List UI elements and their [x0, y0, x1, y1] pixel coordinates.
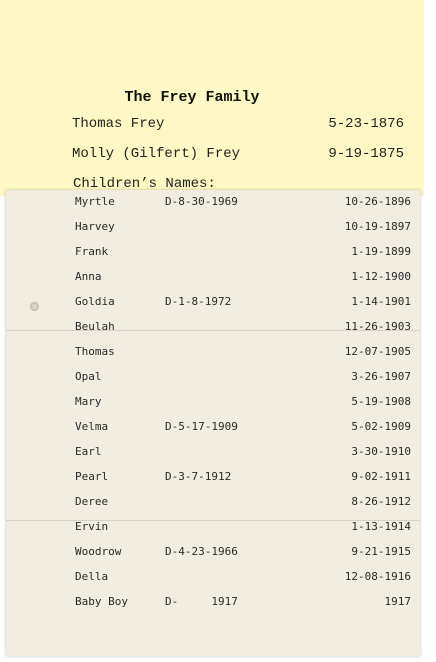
child-row — [75, 470, 411, 490]
child-name: Pearl — [75, 470, 109, 483]
child-row — [75, 370, 411, 390]
child-death-date: D-1-8-1972 — [165, 295, 232, 308]
child-name: Opal — [75, 370, 102, 383]
child-row — [75, 245, 411, 265]
child-row — [75, 320, 411, 340]
child-name: Ervin — [75, 520, 109, 533]
child-birth-date: 1-12-1900 — [351, 270, 411, 283]
child-name: Thomas — [75, 345, 115, 358]
child-row — [75, 345, 411, 365]
child-row — [75, 220, 411, 240]
child-name: Harvey — [75, 220, 115, 233]
child-row — [75, 420, 411, 440]
child-birth-date: 9-21-1915 — [351, 545, 411, 558]
child-death-date: D-8-30-1969 — [165, 195, 238, 208]
child-birth-date: 5-19-1908 — [351, 395, 411, 408]
child-birth-date: 12-08-1916 — [344, 570, 411, 583]
child-birth-date: 1917 — [384, 595, 411, 608]
child-row — [75, 445, 411, 465]
child-name: Baby Boy — [75, 595, 128, 608]
child-death-date: D-5-17-1909 — [165, 420, 238, 433]
child-row — [75, 595, 411, 615]
child-row — [75, 395, 411, 415]
child-birth-date: 5-02-1909 — [351, 420, 411, 433]
child-birth-date: 3-30-1910 — [351, 445, 411, 458]
child-birth-date: 8-26-1912 — [351, 495, 411, 508]
parent-birth-date: 5-23-1876 — [328, 116, 404, 132]
child-birth-date: 11-26-1903 — [344, 320, 411, 333]
child-name: Woodrow — [75, 545, 122, 558]
child-birth-date: 9-02-1911 — [351, 470, 411, 483]
child-death-date: D-4-23-1966 — [165, 545, 238, 558]
child-birth-date: 3-26-1907 — [351, 370, 411, 383]
child-name: Beulah — [75, 320, 115, 333]
children-heading: Children’s Names: — [73, 176, 216, 192]
child-name: Earl — [75, 445, 102, 458]
parent-name: Thomas Frey — [72, 116, 165, 132]
child-row — [75, 520, 411, 540]
child-death-date: D- 1917 — [165, 595, 238, 608]
child-birth-date: 1-19-1899 — [351, 245, 411, 258]
child-row — [75, 545, 411, 565]
child-birth-date: 10-26-1896 — [344, 195, 411, 208]
child-name: Anna — [75, 270, 102, 283]
child-birth-date: 12-07-1905 — [344, 345, 411, 358]
parent-name: Molly (Gilfert) Frey — [72, 146, 241, 162]
child-name: Goldia — [75, 295, 115, 308]
child-birth-date: 1-14-1901 — [351, 295, 411, 308]
child-birth-date: 1-13-1914 — [351, 520, 411, 533]
parent-birth-date: 9-19-1875 — [328, 146, 404, 162]
child-name: Myrtle — [75, 195, 115, 208]
child-name: Frank — [75, 245, 109, 258]
child-row — [75, 195, 411, 215]
child-name: Deree — [75, 495, 109, 508]
punch-hole-icon — [30, 302, 39, 311]
child-row — [75, 570, 411, 590]
child-birth-date: 10-19-1897 — [344, 220, 411, 233]
family-title: The Frey Family — [124, 89, 260, 106]
parent-row-mother — [72, 146, 408, 166]
child-row — [75, 295, 411, 315]
child-name: Velma — [75, 420, 109, 433]
child-death-date: D-3-7-1912 — [165, 470, 232, 483]
parent-row-father — [72, 116, 408, 136]
child-row — [75, 270, 411, 290]
child-name: Della — [75, 570, 109, 583]
child-row — [75, 495, 411, 515]
child-name: Mary — [75, 395, 102, 408]
